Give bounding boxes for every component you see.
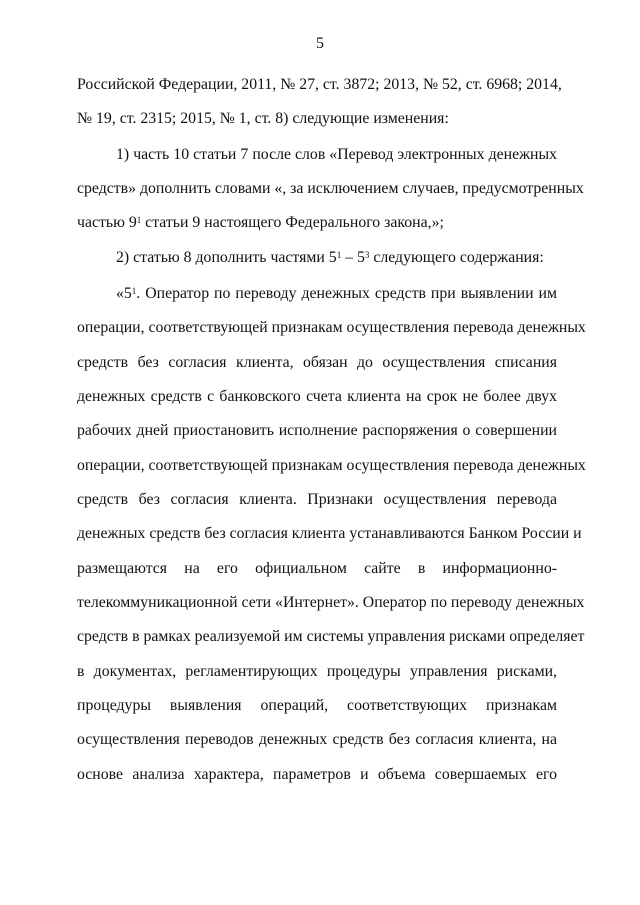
text-line: 2) статью 8 дополнить частями $5^1 - 5^3$ следующего содержания: <box>116 249 544 266</box>
text-line: операции, соответствующей признакам осуществления перевода денежных <box>77 319 586 336</box>
text-line: средств без согласия клиента, обязан до осуществления списания <box>77 354 557 371</box>
text-line: телекоммуникационной сети «Интернет». Оператор по переводу денежных <box>77 594 585 611</box>
superscript: 1 <box>336 250 342 260</box>
text-line: № 19, ст. 2315; 2015, № 1, ст. 8) следующие изменения: <box>77 110 449 127</box>
text-line: частью $9^1$ статьи 9 настоящего Федерального закона,»; <box>77 214 444 231</box>
superscript: 1 <box>136 215 142 225</box>
text-line: денежных средств без согласия клиента устанавливаются Банком России и <box>77 525 582 542</box>
text-line: размещаются на его официальном сайте в информационно- <box>77 560 557 577</box>
text-line: рабочих дней приостановить исполнение распоряжения о совершении <box>77 422 557 439</box>
text-line: осуществления переводов денежных средств без согласия клиента, на <box>77 731 557 748</box>
text-line: средств в рамках реализуемой им системы управления рисками определяет <box>77 628 585 645</box>
text-line: средств без согласия клиента. Признаки осуществления перевода <box>77 491 557 508</box>
text-line: процедуры выявления операций, соответствующих признакам <box>77 697 557 714</box>
text-line: операции, соответствующей признакам осуществления перевода денежных <box>77 457 586 474</box>
text-line: в документах, регламентирующих процедуры управления рисками, <box>77 663 557 680</box>
text-line: 1) часть 10 статьи 7 после слов «Перевод электронных денежных <box>116 146 557 163</box>
superscript: 3 <box>364 250 370 260</box>
superscript: 1 <box>131 286 137 296</box>
text-line: «$5^1$. Оператор по переводу денежных средств при выявлении им <box>116 285 557 302</box>
text-line: Российской Федерации, 2011, № 27, ст. 3872; 2013, № 52, ст. 6968; 2014, <box>77 76 562 93</box>
text-line: основе анализа характера, параметров и объема совершаемых его <box>77 766 557 783</box>
page-number: 5 <box>316 35 324 52</box>
text-line: средств» дополнить словами «, за исключением случаев, предусмотренных <box>77 180 584 197</box>
text-line: денежных средств с банковского счета клиента на срок не более двух <box>77 388 557 405</box>
